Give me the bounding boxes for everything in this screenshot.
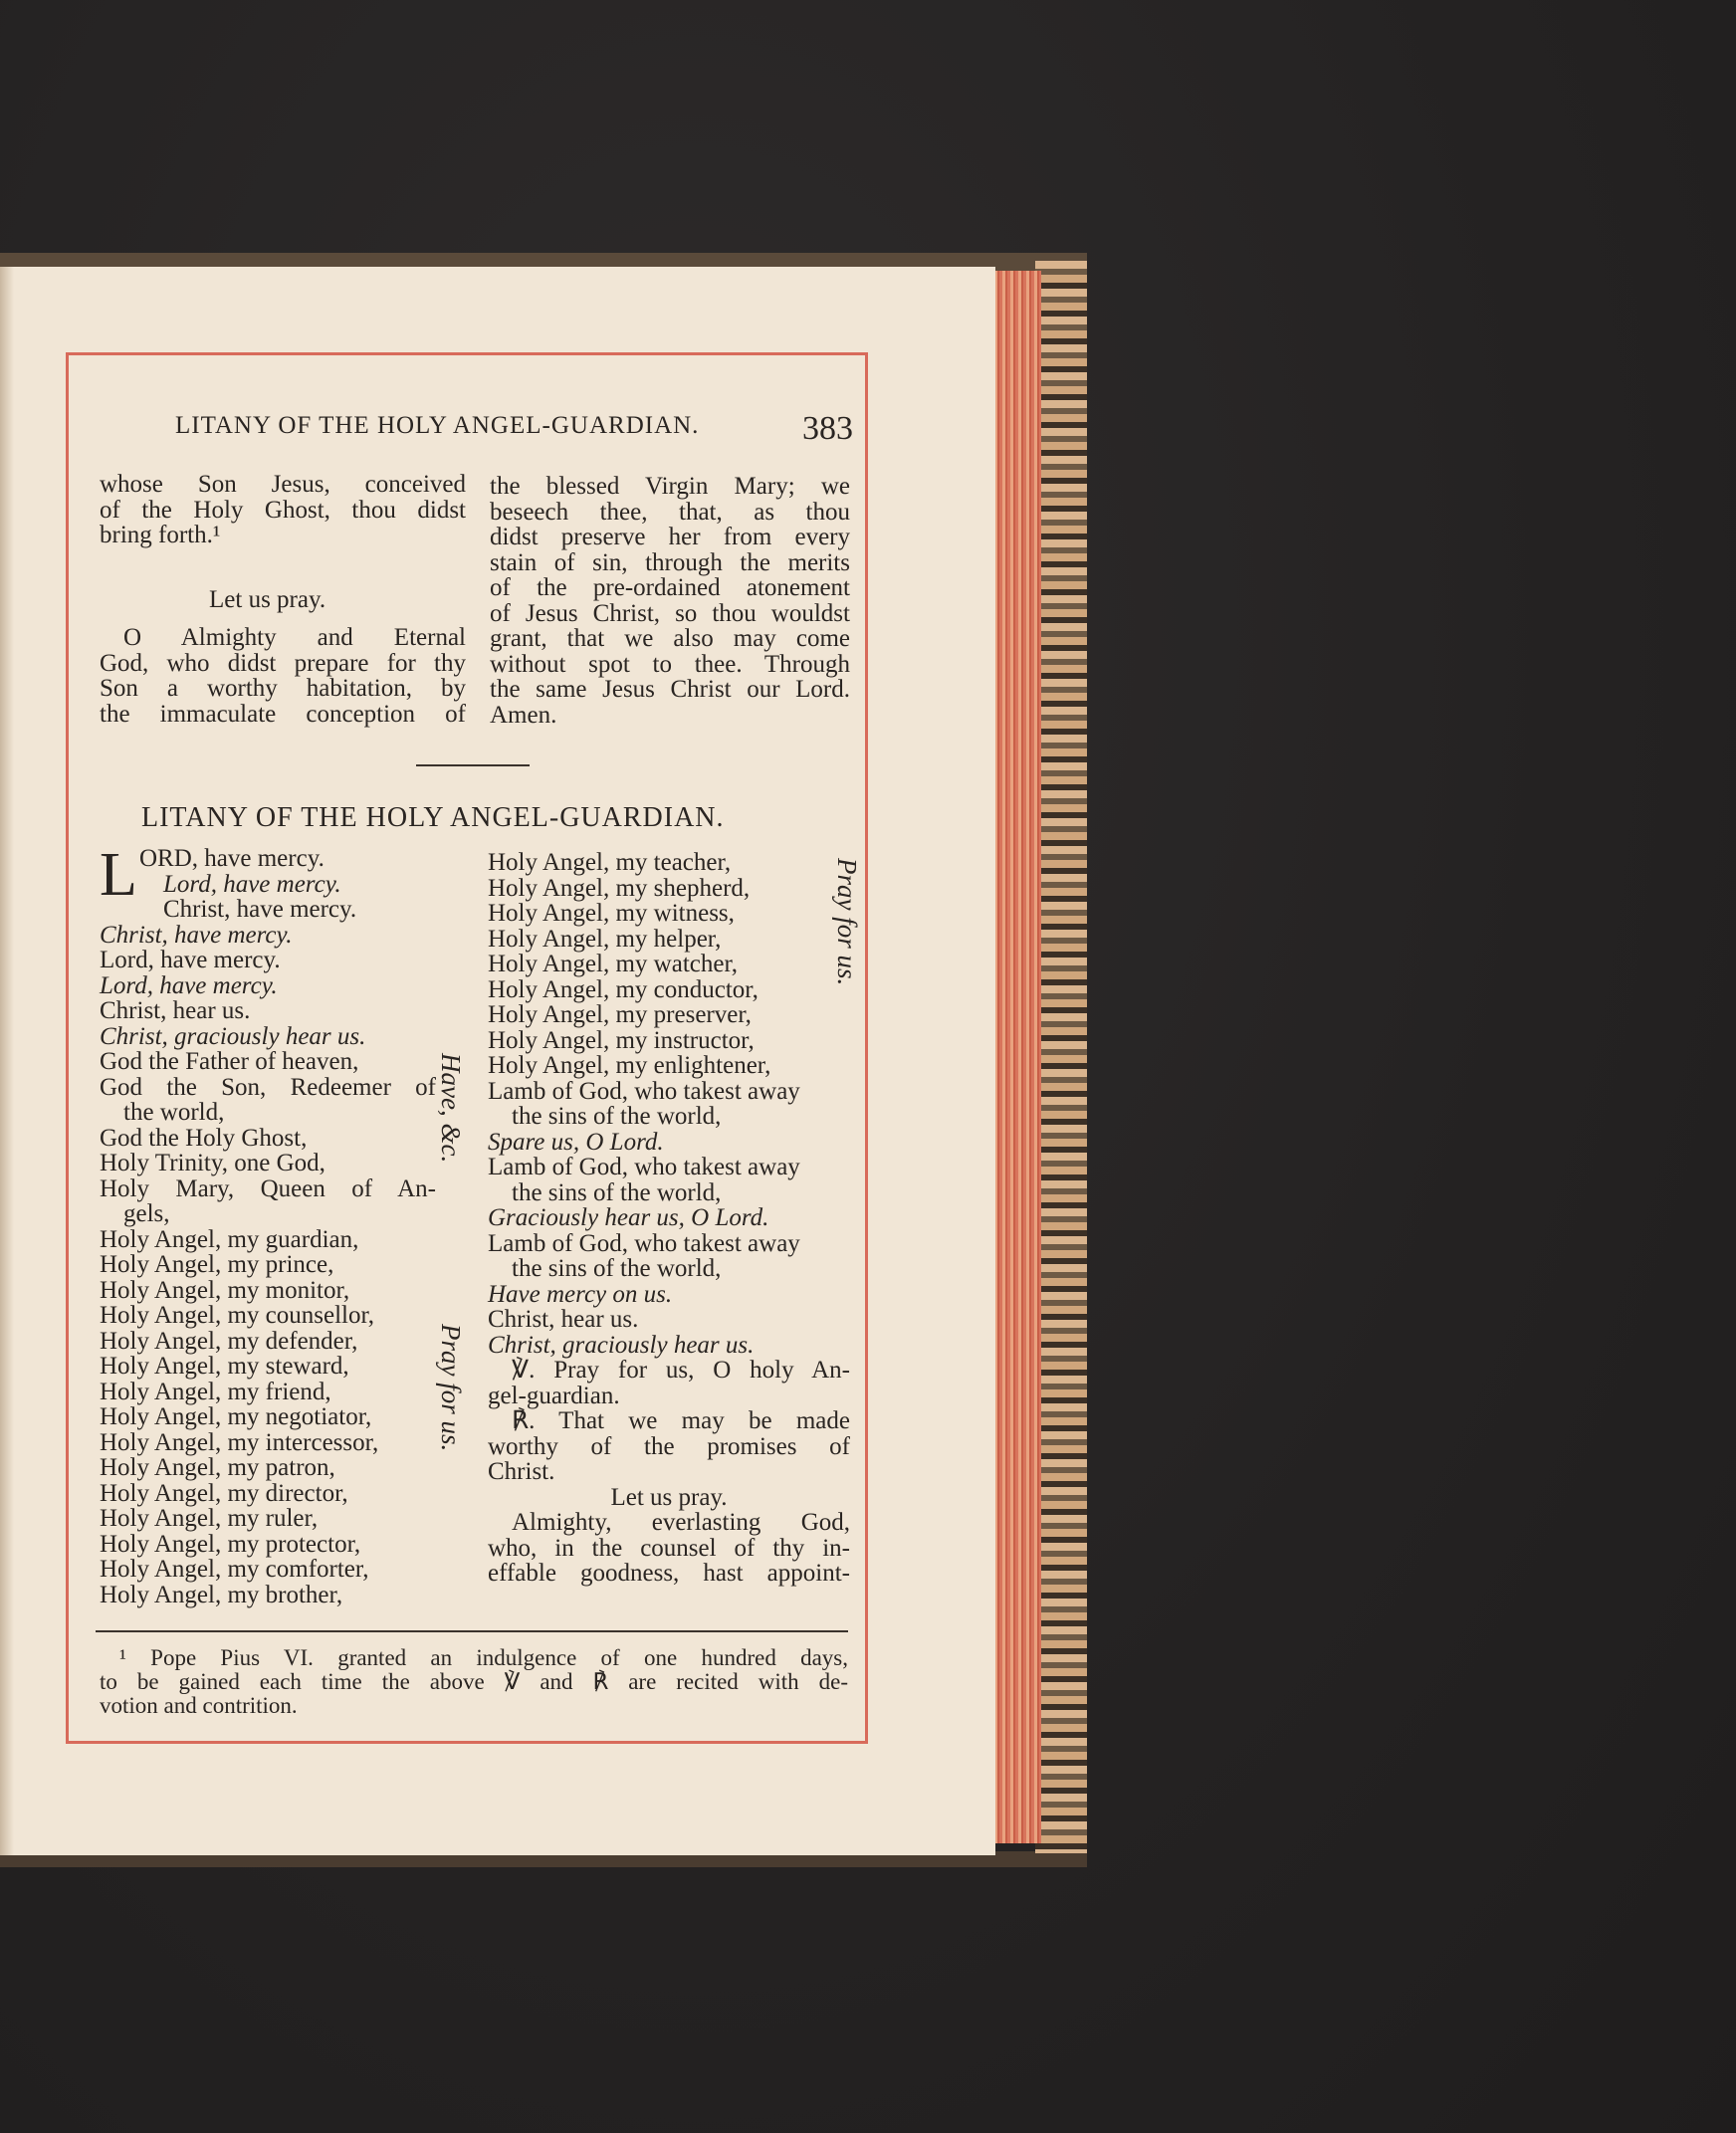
let-us-pray-heading: Let us pray.	[209, 586, 326, 613]
text-line: of the Holy Ghost, thou didst	[100, 496, 466, 524]
litany-line: Let us pray.	[610, 1483, 728, 1511]
text-line: the blessed Virgin Mary; we	[490, 473, 850, 500]
text-line: God, who didst prepare for thy	[100, 649, 466, 677]
litany-line: Lamb of God, who takest away	[488, 1229, 800, 1257]
text-line: ¹ Pope Pius VI. granted an indulgence of one hundred days,	[119, 1645, 848, 1670]
text-line: to be gained each time the above ℣ and ℟ are recited with de-	[100, 1669, 848, 1694]
litany-line: gels,	[123, 1200, 170, 1227]
litany-line: Christ, hear us.	[488, 1306, 639, 1333]
text-line: beseech thee, that, as thou	[490, 498, 850, 526]
litany-line: Holy Angel, my director,	[100, 1479, 348, 1507]
litany-line: the world,	[123, 1099, 225, 1126]
prayer-left-column	[100, 625, 466, 727]
litany-line: God the Holy Ghost,	[100, 1124, 308, 1152]
brace-pray-for-us-right: Pray for us.	[832, 858, 862, 986]
litany-right-column	[488, 850, 850, 1587]
text-line: whose Son Jesus, conceived	[100, 471, 466, 498]
litany-line: Holy Angel, my protector,	[100, 1530, 361, 1558]
litany-line: Holy Angel, my friend,	[100, 1378, 331, 1405]
footnote	[100, 1646, 848, 1718]
litany-line: Holy Angel, my enlightener,	[488, 1052, 771, 1079]
litany-line: Have mercy on us.	[488, 1280, 673, 1308]
litany-line: Holy Angel, my guardian,	[100, 1225, 359, 1253]
litany-line: Holy Trinity, one God,	[100, 1150, 326, 1176]
section-title: LITANY OF THE HOLY ANGEL-GUARDIAN.	[141, 802, 725, 833]
litany-line: ORD, have mercy.	[139, 845, 325, 872]
text-line: the same Jesus Christ our Lord.	[490, 676, 850, 703]
litany-line: Holy Angel, my instructor,	[488, 1026, 755, 1054]
text-line: didst preserve her from every	[490, 524, 850, 550]
text-line: grant, that we also may come	[490, 625, 850, 652]
litany-line: ℟. That we may be made	[512, 1407, 850, 1434]
litany-line: Christ, graciously hear us.	[488, 1331, 755, 1359]
prayer-right-column	[490, 474, 850, 728]
text-line: stain of sin, through the merits	[490, 548, 850, 576]
litany-line: Spare us, O Lord.	[488, 1128, 664, 1156]
litany-line: Christ, graciously hear us.	[100, 1022, 366, 1050]
litany-line: Holy Angel, my prince,	[100, 1251, 334, 1278]
gilt-edge-decoration	[1035, 261, 1087, 1853]
litany-line: the sins of the world,	[512, 1255, 722, 1282]
footnote-divider	[96, 1630, 848, 1632]
litany-line: Holy Angel, my helper,	[488, 925, 722, 953]
litany-line: Holy Angel, my steward,	[100, 1353, 349, 1380]
text-line: without spot to thee. Through	[490, 650, 850, 678]
running-title: LITANY OF THE HOLY ANGEL-GUARDIAN.	[175, 412, 700, 439]
litany-line: Lord, have mercy.	[100, 971, 278, 999]
litany-line: worthy of the promises of	[488, 1432, 850, 1460]
litany-line: the sins of the world,	[512, 1103, 722, 1130]
litany-line: Lamb of God, who takest away	[488, 1154, 800, 1180]
litany-line: Graciously hear us, O Lord.	[488, 1204, 769, 1231]
text-line: bring forth.¹	[100, 522, 221, 548]
brace-have-mercy: Have, &c.	[436, 1053, 466, 1164]
text-line: Amen.	[490, 701, 557, 729]
litany-line: the sins of the world,	[512, 1178, 722, 1206]
litany-line: Holy Angel, my monitor,	[100, 1276, 350, 1304]
litany-line: Christ.	[488, 1458, 555, 1485]
litany-line: Holy Angel, my preserver,	[488, 1001, 752, 1028]
litany-line: Holy Angel, my brother,	[100, 1581, 343, 1608]
short-divider	[416, 764, 530, 766]
litany-line: God the Son, Redeemer of	[100, 1073, 436, 1101]
litany-line: who, in the counsel of thy in-	[488, 1534, 850, 1562]
litany-line: Holy Angel, my shepherd,	[488, 874, 751, 902]
litany-line: Holy Angel, my comforter,	[100, 1556, 369, 1583]
litany-line: Holy Angel, my watcher,	[488, 951, 739, 977]
litany-line: Holy Angel, my negotiator,	[100, 1403, 372, 1430]
litany-left-column	[100, 841, 436, 1608]
litany-line: Almighty, everlasting God,	[512, 1509, 850, 1536]
litany-line: Christ, hear us.	[100, 997, 251, 1024]
litany-line: Holy Angel, my counsellor,	[100, 1302, 375, 1329]
litany-line: Holy Angel, my conductor,	[488, 975, 759, 1003]
litany-line: Christ, have mercy.	[100, 921, 293, 949]
continued-paragraph	[100, 472, 466, 548]
litany-line: gel-guardian.	[488, 1382, 620, 1409]
page-number: 383	[802, 410, 853, 447]
text-line: of the pre-ordained atonement	[490, 574, 850, 601]
litany-line: Christ, have mercy.	[163, 896, 357, 923]
litany-line: Lamb of God, who takest away	[488, 1077, 800, 1105]
text-line: the immaculate conception of	[100, 700, 466, 728]
brace-pray-for-us-left: Pray for us.	[436, 1324, 466, 1452]
drop-cap: L	[100, 841, 137, 909]
litany-line: God the Father of heaven,	[100, 1048, 359, 1075]
litany-line: Holy Angel, my ruler,	[100, 1505, 319, 1532]
litany-line: Holy Angel, my patron,	[100, 1454, 335, 1481]
text-line: O Almighty and Eternal	[123, 624, 466, 651]
text-line: votion and contrition.	[100, 1693, 298, 1718]
text-line: of Jesus Christ, so thou wouldst	[490, 599, 850, 627]
litany-line: Holy Mary, Queen of An-	[100, 1174, 436, 1202]
litany-line: Holy Angel, my intercessor,	[100, 1428, 379, 1456]
litany-line: Holy Angel, my teacher,	[488, 849, 732, 876]
litany-line: Holy Angel, my defender,	[100, 1327, 358, 1355]
litany-line: Holy Angel, my witness,	[488, 900, 735, 927]
litany-line: Lord, have mercy.	[100, 947, 281, 973]
litany-line: effable goodness, hast appoint-	[488, 1560, 850, 1587]
text-line: Son a worthy habitation, by	[100, 675, 466, 702]
litany-line: Lord, have mercy.	[163, 870, 341, 898]
litany-line: ℣. Pray for us, O holy An-	[512, 1357, 850, 1384]
